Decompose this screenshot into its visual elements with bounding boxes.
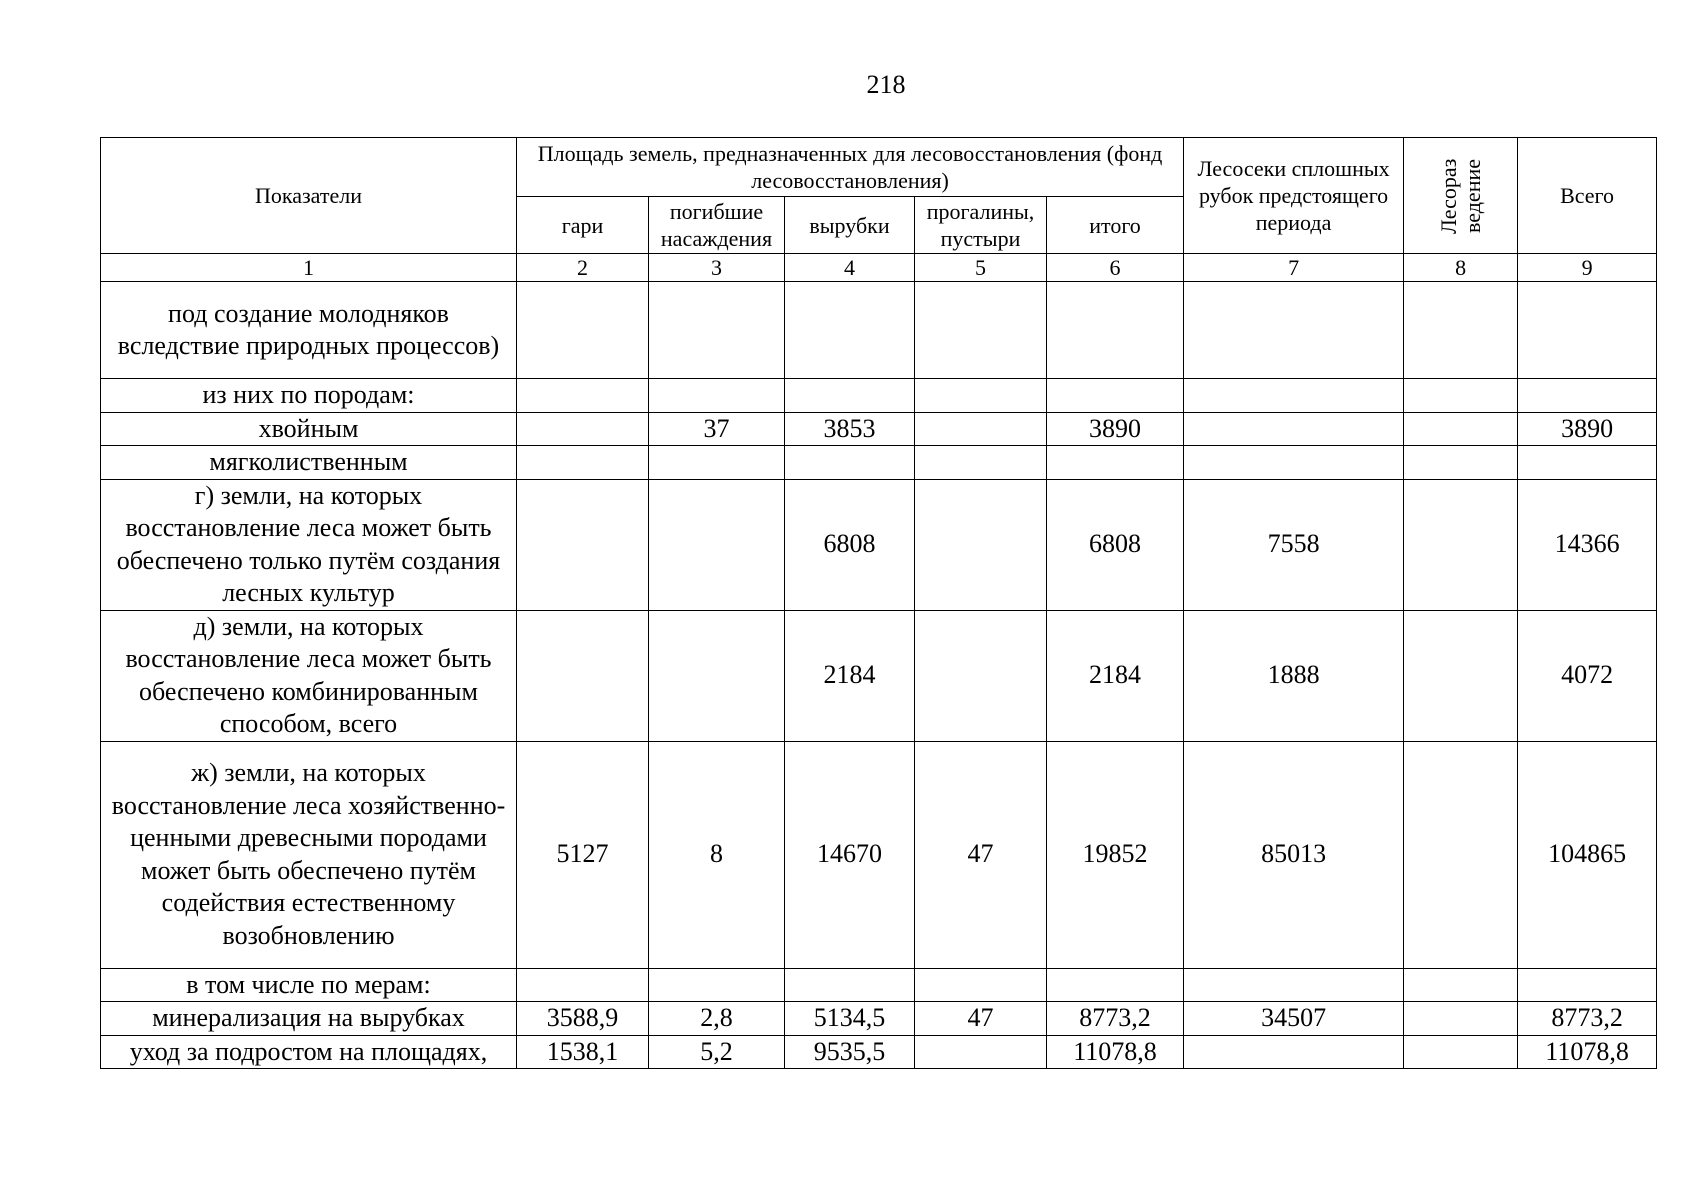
header-afforestation-label: Лесораз ведение — [1435, 157, 1485, 234]
indicator-cell: из них по породам: — [101, 379, 517, 413]
value-cell — [915, 412, 1047, 446]
table-row — [101, 446, 1657, 480]
column-number-row — [101, 254, 1657, 282]
value-cell — [517, 446, 649, 480]
header-burns: гари — [517, 197, 649, 254]
indicator-cell: хвойным — [101, 412, 517, 446]
value-cell — [1404, 379, 1518, 413]
value-cell: 3853 — [785, 412, 915, 446]
value-cell — [1047, 282, 1184, 379]
value-cell: 7558 — [1184, 479, 1404, 610]
value-cell — [649, 446, 785, 480]
value-cell — [1184, 968, 1404, 1002]
indicator-cell: мягколиственным — [101, 446, 517, 480]
column-number: 1 — [101, 254, 517, 282]
value-cell — [785, 379, 915, 413]
value-cell: 3890 — [1518, 412, 1657, 446]
header-reforestation-fund: Площадь земель, предназначенных для лесовосстановления (фонд лесовосстановления) — [517, 138, 1184, 197]
value-cell — [915, 282, 1047, 379]
indicator-cell: под создание молодняков вследствие природных процессов) — [101, 282, 517, 379]
value-cell — [1404, 968, 1518, 1002]
value-cell — [785, 282, 915, 379]
column-number: 9 — [1518, 254, 1657, 282]
table-row — [101, 741, 1657, 968]
value-cell: 19852 — [1047, 741, 1184, 968]
value-cell: 8 — [649, 741, 785, 968]
value-cell: 2184 — [1047, 610, 1184, 741]
indicator-cell: уход за подростом на площадях, — [101, 1035, 517, 1069]
value-cell: 11078,8 — [1047, 1035, 1184, 1069]
value-cell: 5127 — [517, 741, 649, 968]
header-clearcuts: вырубки — [785, 197, 915, 254]
column-number: 8 — [1404, 254, 1518, 282]
value-cell — [1404, 741, 1518, 968]
value-cell — [517, 282, 649, 379]
table-row — [101, 1035, 1657, 1069]
value-cell — [785, 446, 915, 480]
table-row — [101, 412, 1657, 446]
value-cell — [915, 968, 1047, 1002]
value-cell — [915, 379, 1047, 413]
value-cell — [517, 379, 649, 413]
value-cell — [1518, 379, 1657, 413]
value-cell — [517, 412, 649, 446]
table-row — [101, 1002, 1657, 1036]
value-cell — [915, 479, 1047, 610]
table-row — [101, 282, 1657, 379]
value-cell: 1538,1 — [517, 1035, 649, 1069]
value-cell — [1404, 1035, 1518, 1069]
header-glades: прогалины, пустыри — [915, 197, 1047, 254]
value-cell — [1047, 379, 1184, 413]
value-cell — [1184, 379, 1404, 413]
value-cell: 104865 — [1518, 741, 1657, 968]
header-afforestation — [1404, 138, 1518, 254]
value-cell — [1047, 968, 1184, 1002]
value-cell: 4072 — [1518, 610, 1657, 741]
value-cell — [1184, 1035, 1404, 1069]
column-number: 2 — [517, 254, 649, 282]
value-cell: 8773,2 — [1518, 1002, 1657, 1036]
value-cell: 85013 — [1184, 741, 1404, 968]
value-cell — [649, 379, 785, 413]
value-cell — [649, 610, 785, 741]
value-cell — [1404, 1002, 1518, 1036]
table-row — [101, 479, 1657, 610]
value-cell: 3588,9 — [517, 1002, 649, 1036]
table-row — [101, 379, 1657, 413]
value-cell — [1184, 412, 1404, 446]
value-cell — [649, 968, 785, 1002]
table-row — [101, 610, 1657, 741]
header-total: Всего — [1518, 138, 1657, 254]
reforestation-table — [100, 137, 1657, 1069]
header-dead-stands: погибшие насаждения — [649, 197, 785, 254]
page-number: 218 — [866, 70, 906, 99]
value-cell: 6808 — [1047, 479, 1184, 610]
value-cell: 8773,2 — [1047, 1002, 1184, 1036]
value-cell: 37 — [649, 412, 785, 446]
value-cell: 1888 — [1184, 610, 1404, 741]
column-number: 4 — [785, 254, 915, 282]
header-cutting-areas: Лесосеки сплошных рубок предстоящего периода — [1184, 138, 1404, 254]
value-cell — [517, 479, 649, 610]
column-number: 6 — [1047, 254, 1184, 282]
header-subtotal: итого — [1047, 197, 1184, 254]
value-cell — [1518, 446, 1657, 480]
column-number: 7 — [1184, 254, 1404, 282]
value-cell: 14670 — [785, 741, 915, 968]
indicator-cell: г) земли, на которых восстановление леса может быть обеспечено только путём создания лесных культур — [101, 479, 517, 610]
indicator-cell: минерализация на вырубках — [101, 1002, 517, 1036]
value-cell — [785, 968, 915, 1002]
value-cell — [1184, 446, 1404, 480]
value-cell — [1404, 282, 1518, 379]
indicator-cell: в том числе по мерам: — [101, 968, 517, 1002]
value-cell — [649, 479, 785, 610]
value-cell: 6808 — [785, 479, 915, 610]
indicator-cell: д) земли, на которых восстановление леса может быть обеспечено комбинированным способом, всего — [101, 610, 517, 741]
value-cell: 9535,5 — [785, 1035, 915, 1069]
value-cell — [1404, 412, 1518, 446]
value-cell: 14366 — [1518, 479, 1657, 610]
value-cell — [1184, 282, 1404, 379]
value-cell — [517, 610, 649, 741]
value-cell — [915, 610, 1047, 741]
value-cell — [1518, 968, 1657, 1002]
value-cell — [1518, 282, 1657, 379]
indicator-cell: ж) земли, на которых восстановление леса хозяйственно-ценными древесными породами может быть обеспечено путём содействия естественному возобновлению — [101, 741, 517, 968]
value-cell: 5,2 — [649, 1035, 785, 1069]
value-cell — [1404, 479, 1518, 610]
value-cell: 47 — [915, 1002, 1047, 1036]
value-cell — [1047, 446, 1184, 480]
value-cell: 5134,5 — [785, 1002, 915, 1036]
header-indicators: Показатели — [101, 138, 517, 254]
value-cell: 2184 — [785, 610, 915, 741]
value-cell — [915, 446, 1047, 480]
value-cell — [517, 968, 649, 1002]
value-cell — [649, 282, 785, 379]
value-cell: 11078,8 — [1518, 1035, 1657, 1069]
value-cell: 3890 — [1047, 412, 1184, 446]
column-number: 3 — [649, 254, 785, 282]
value-cell — [915, 1035, 1047, 1069]
value-cell: 2,8 — [649, 1002, 785, 1036]
value-cell — [1404, 446, 1518, 480]
value-cell — [1404, 610, 1518, 741]
value-cell: 34507 — [1184, 1002, 1404, 1036]
table-row — [101, 968, 1657, 1002]
column-number: 5 — [915, 254, 1047, 282]
value-cell: 47 — [915, 741, 1047, 968]
